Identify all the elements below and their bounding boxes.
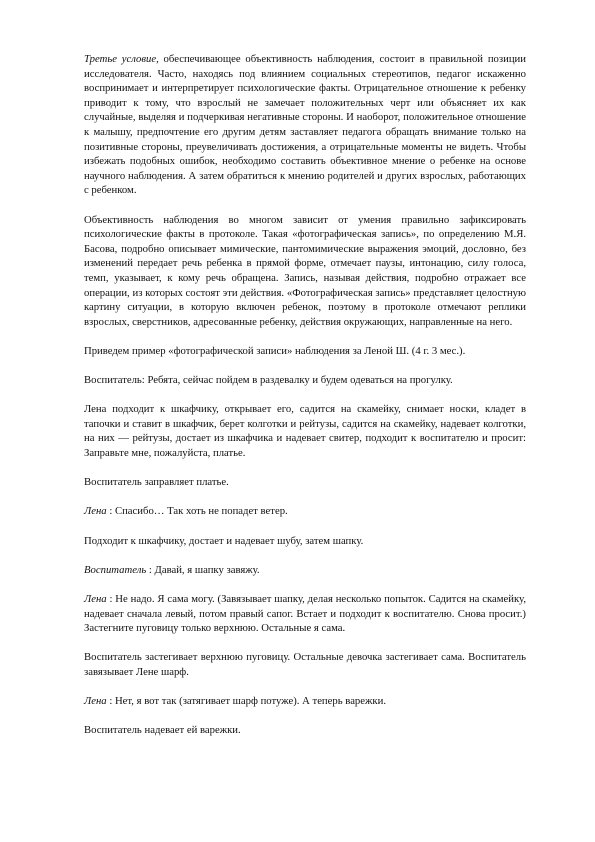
paragraph-lena-actions-2: Подходит к шкафчику, достает и надевает шубу, затем шапку. [84,534,364,547]
paragraph-text: обеспечивающее объективность наблюдения, состоит в правильной позиции исследователя. Часто, находясь под влиянием социальных стереотипов, педагог искаженно воспринимает и интерпретирует психологические факты. Отрицательное отношение к ребенку приводит к тому, что взрослый не замечает положительных черт или объясняет их как случайные, выделяя и подчеркивая негативные стороны. И наоборот, положительное отношение к малышу, предпочтение его другим детям заставляет педагога обращать внимание только на позитивные стороны, преувеличивать достижения, а отрицательные моменты не видеть. Чтобы избежать подобных ошибок, необходимо составить объективное мнение о ребенке на основе научного наблюдения. А затем обратиться к мнению родителей и других взрослых, работающих с ребенком. [84,53,526,197]
paragraph-teacher-line-2 [84,563,526,578]
paragraph-teacher-action-3: Воспитатель надевает ей варежки. [84,724,241,737]
paragraph-lena-actions-1: Лена подходит к шкафчику, открывает его, садится на скамейку, снимает носки, кладет в тапочки и ставит в шкафчик, берет колготки и рейтузы, садится на скамейку, надевает колготки, на них — рейтузы, достает из шкафчика и надевает свитер, подходит к воспитателю и просит: Заправьте мне, пожалуйста, платье. [84,403,526,460]
paragraph-lead: Третье условие, [84,53,159,65]
paragraph-teacher-line-1: Воспитатель: Ребята, сейчас пойдем в раздевалку и будем одеваться на прогулку. [84,374,453,387]
speaker-name: Лена [84,695,107,708]
speaker-name: Лена [84,505,107,518]
speaker-name: Воспитатель [84,563,147,576]
speaker-text: : Спасибо… Так хоть не попадет ветер. [106,505,288,518]
paragraph-example-intro: Приведем пример «фотографической записи» наблюдения за Леной Ш. (4 г. 3 мес.). [84,344,466,357]
paragraph-lena-line-3 [84,694,526,709]
paragraph-objectivity: Объективность наблюдения во многом зависит от умения правильно зафиксировать психологические факты в протоколе. Такая «фотографическая запись», по определению М.Я. Басова, подробно описывает мимические, пантомимические выражения эмоций, дословно, без изменений передает речь ребенка в прямой форме, отмечает паузы, интонацию, силу голоса, темп, указывает, к кому речь обращена. Запись, называя действия, подробно отражает все операции, из которых состоят эти действия. «Фотографическая запись» представляет целостную картину ситуации, в которую включен ребенок, поэтому в протоколе отмечают реплики взрослых, сверстников, адресованные ребенку, действия окружающих, направленные на него. [84,213,526,328]
paragraph-lena-line-2 [84,592,526,636]
speaker-name: Лена [84,592,107,605]
paragraph-lena-line-1 [84,504,526,519]
paragraph-third-condition [84,52,526,198]
speaker-text: : Нет, я вот так (затягивает шарф потуже). А теперь варежки. [106,695,386,708]
document-page [84,52,526,753]
speaker-text: : Не надо. Я сама могу. (Завязывает шапку, делая несколько попыток. Садится на скамейку, надевает сначала левый, потом правый сапог. Встает и подходит к воспитателю. Снова просит.) Застегните пуговицу только верхнюю. Остальные я сама. [84,592,526,635]
speaker-text: : Давай, я шапку завяжу. [146,563,260,576]
paragraph-teacher-action-1: Воспитатель заправляет платье. [84,476,229,489]
paragraph-teacher-action-2: Воспитатель застегивает верхнюю пуговицу. Остальные девочка застегивает сама. Воспитатель завязывает Лене шарф. [84,651,526,678]
